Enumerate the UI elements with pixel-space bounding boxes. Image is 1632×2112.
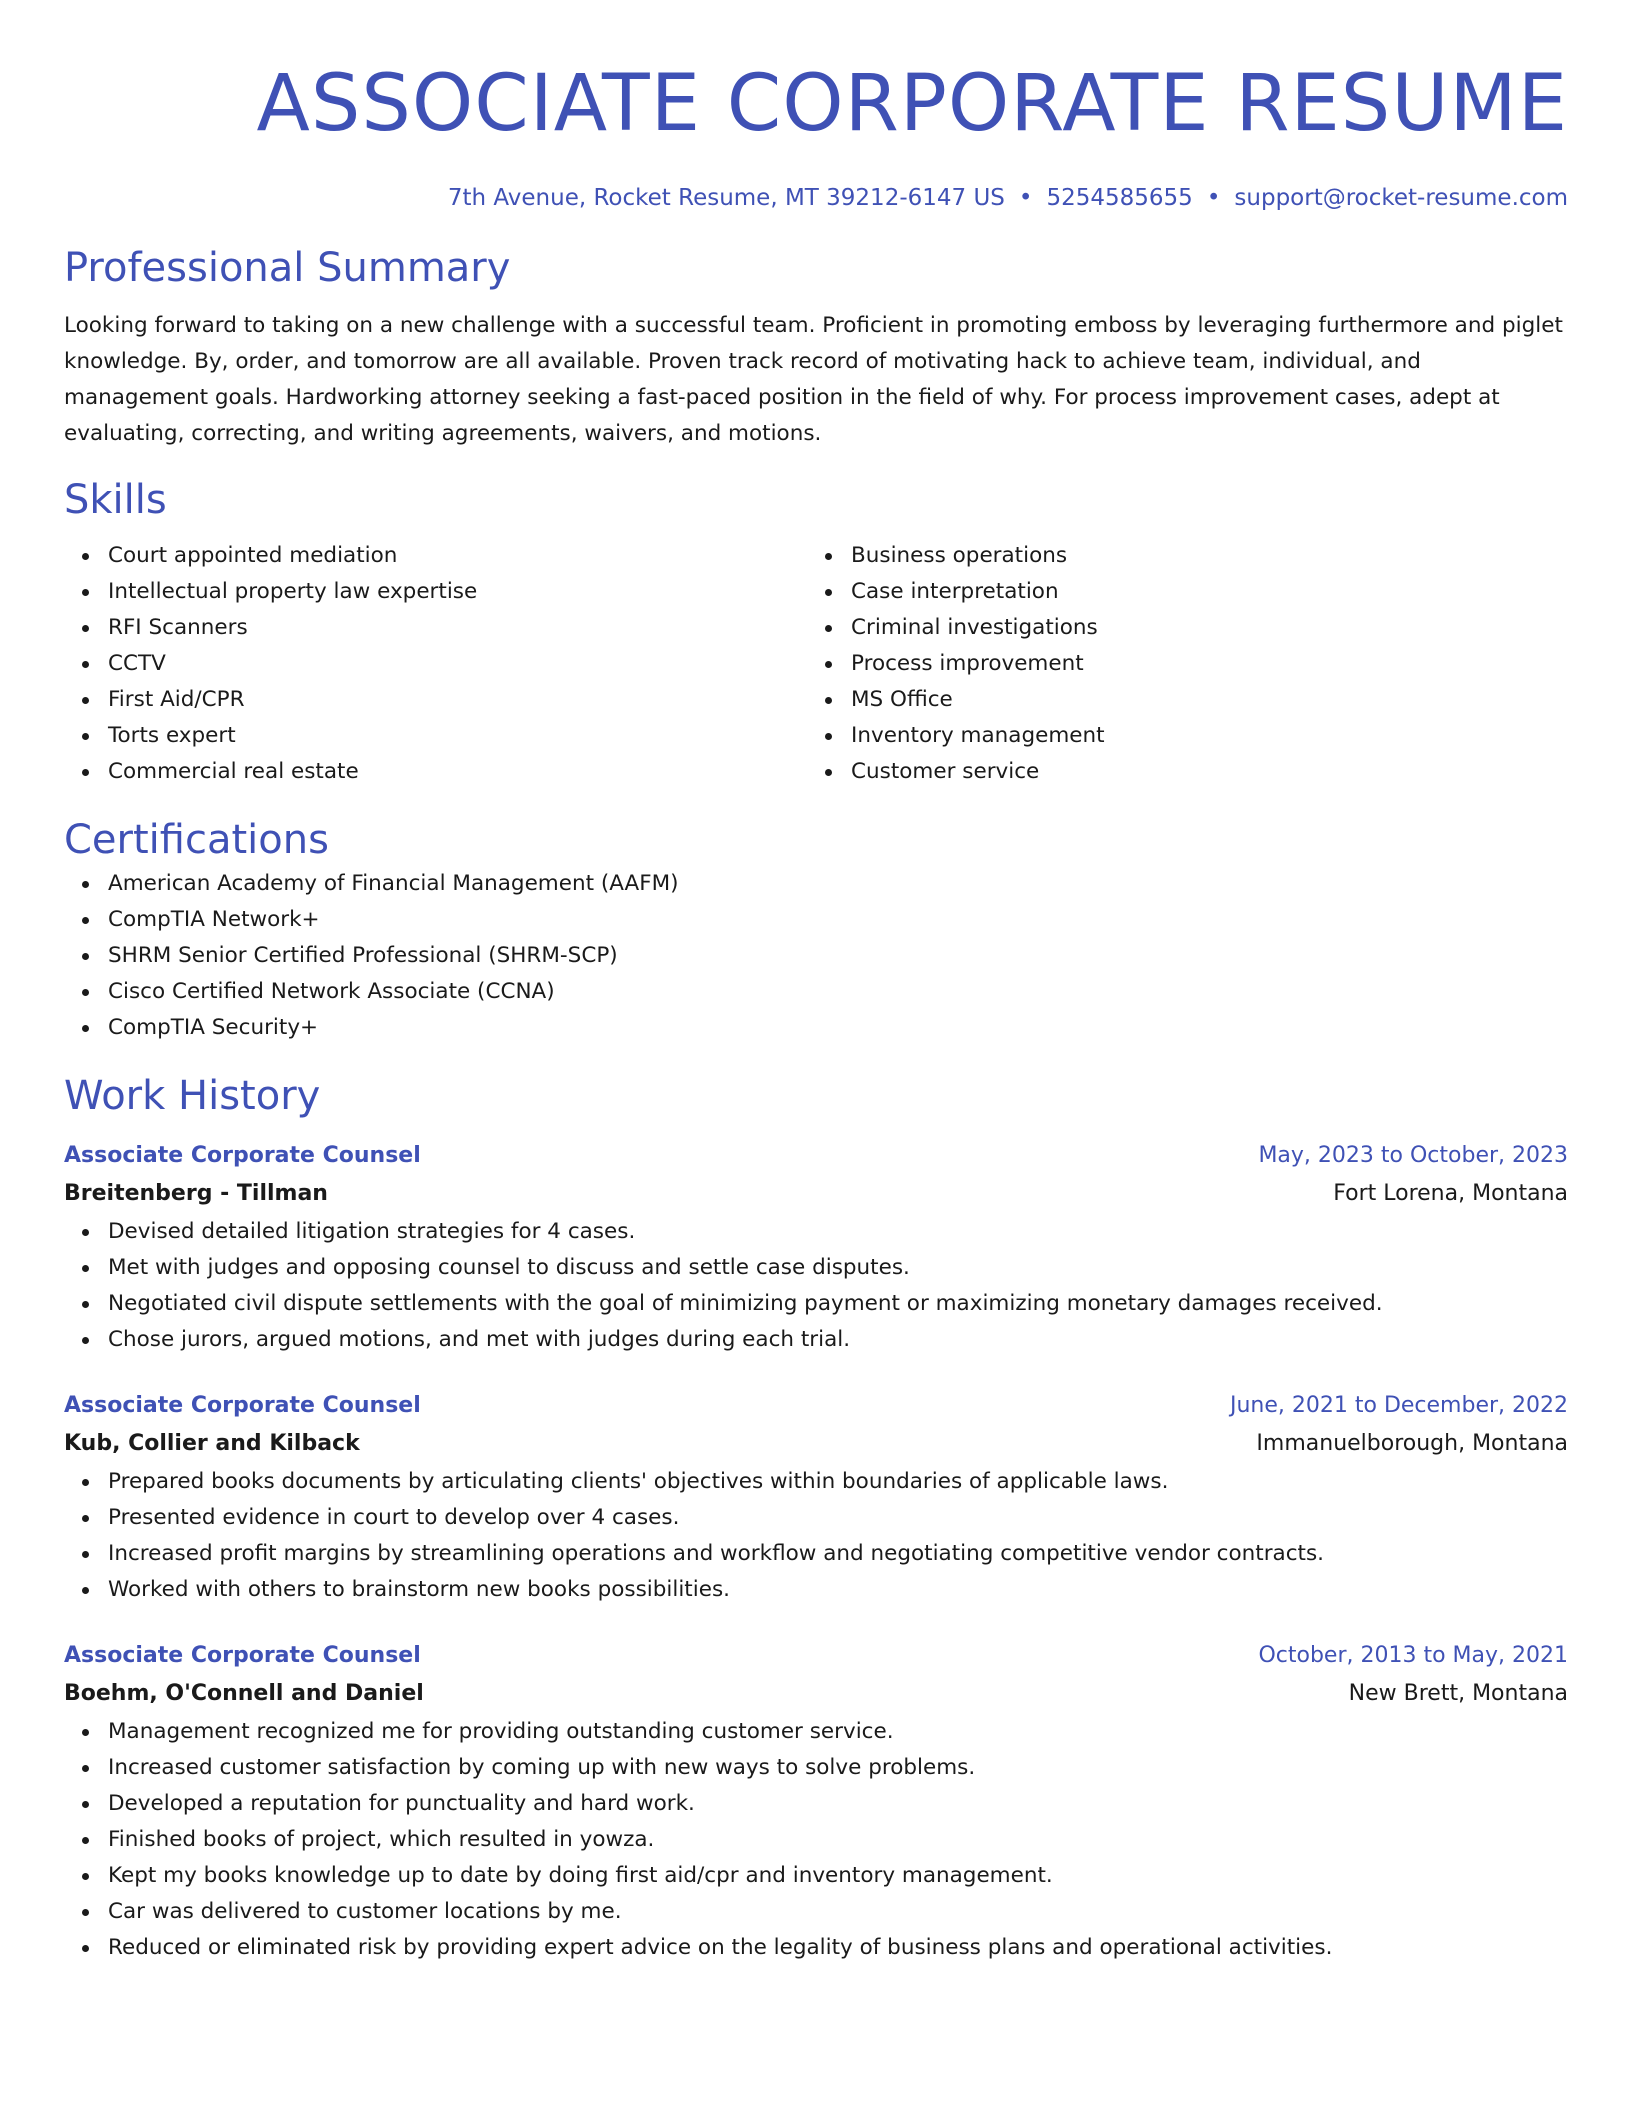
job-bullet: Car was delivered to customer locations by me.: [64, 1894, 1568, 1930]
contact-email: support@rocket-resume.com: [1234, 185, 1568, 211]
resume-page: [64, 0, 1568, 1966]
contact-separator: •: [1206, 185, 1221, 211]
job-entry: [64, 1638, 1568, 1966]
certifications-list: [64, 866, 1568, 1046]
job-bullet: Increased customer satisfaction by coming up with new ways to solve problems.: [64, 1750, 1568, 1786]
skill-item: First Aid/CPR: [64, 682, 807, 718]
job-entry: [64, 1138, 1568, 1358]
skill-item: Torts expert: [64, 718, 807, 754]
job-bullet: Reduced or eliminated risk by providing expert advice on the legality of business plans and operational activities.: [64, 1930, 1568, 1966]
job-company: Kub, Collier and Kilback: [64, 1431, 360, 1456]
job-bullets: [64, 1464, 1568, 1608]
job-bullet: Developed a reputation for punctuality and hard work.: [64, 1786, 1568, 1822]
job-location: New Brett, Montana: [1348, 1681, 1568, 1706]
job-bullet: Management recognized me for providing outstanding customer service.: [64, 1714, 1568, 1750]
job-bullet: Increased profit margins by streamlining operations and workflow and negotiating competitive vendor contracts.: [64, 1536, 1568, 1572]
job-bullet: Kept my books knowledge up to date by doing first aid/cpr and inventory management.: [64, 1858, 1568, 1894]
job-entry: [64, 1388, 1568, 1608]
contact-separator: •: [1018, 185, 1033, 211]
contact-phone: 5254585655: [1046, 185, 1193, 211]
skill-item: Commercial real estate: [64, 754, 807, 790]
skill-item: Criminal investigations: [807, 610, 1550, 646]
job-bullet: Finished books of project, which resulted in yowza.: [64, 1822, 1568, 1858]
certification-item: Cisco Certified Network Associate (CCNA): [64, 974, 1568, 1010]
skill-item: Business operations: [807, 538, 1550, 574]
job-dates: June, 2021 to December, 2022: [1229, 1393, 1568, 1418]
resume-title: ASSOCIATE CORPORATE RESUME: [256, 59, 1568, 149]
job-dates: May, 2023 to October, 2023: [1258, 1143, 1568, 1168]
job-bullet: Met with judges and opposing counsel to discuss and settle case disputes.: [64, 1250, 1568, 1286]
skill-item: CCTV: [64, 646, 807, 682]
contact-address: 7th Avenue, Rocket Resume, MT 39212-6147 US: [447, 185, 1005, 211]
certification-item: American Academy of Financial Management (AAFM): [64, 866, 1568, 902]
job-company: Breitenberg - Tillman: [64, 1181, 328, 1206]
job-bullet: Worked with others to brainstorm new books possibilities.: [64, 1572, 1568, 1608]
skills-column-left: [64, 538, 807, 790]
skills-heading: Skills: [64, 477, 167, 523]
job-title: Associate Corporate Counsel: [64, 1393, 421, 1418]
skills-grid: [64, 538, 1568, 790]
job-bullets: [64, 1714, 1568, 1966]
job-bullet: Chose jurors, argued motions, and met with judges during each trial.: [64, 1322, 1568, 1358]
contact-line: [64, 182, 1568, 214]
job-bullet: Presented evidence in court to develop over 4 cases.: [64, 1500, 1568, 1536]
skill-item: Court appointed mediation: [64, 538, 807, 574]
certification-item: SHRM Senior Certified Professional (SHRM-SCP): [64, 938, 1568, 974]
skill-item: Inventory management: [807, 718, 1550, 754]
job-location: Immanuelborough, Montana: [1256, 1431, 1568, 1456]
summary-heading: Professional Summary: [64, 245, 511, 291]
skill-item: Process improvement: [807, 646, 1550, 682]
job-bullet: Devised detailed litigation strategies for 4 cases.: [64, 1214, 1568, 1250]
job-dates: October, 2013 to May, 2021: [1258, 1643, 1568, 1668]
skill-item: RFI Scanners: [64, 610, 807, 646]
skill-item: Customer service: [807, 754, 1550, 790]
certifications-heading: Certifications: [64, 817, 329, 863]
job-location: Fort Lorena, Montana: [1333, 1181, 1568, 1206]
job-company: Boehm, O'Connell and Daniel: [64, 1681, 424, 1706]
work-history-heading: Work History: [64, 1073, 321, 1119]
certification-item: CompTIA Network+: [64, 902, 1568, 938]
summary-text: Looking forward to taking on a new challenge with a successful team. Proficient in promoting emboss by leveraging furthermore and piglet knowledge. By, order, and tomorrow are all available. Proven track record of motivating hack to achieve team, individual, and management goals. Hardworking attorney seeking a fast-paced position in the field of why. For process improvement cases, adept at evaluating, correcting, and writing agreements, waivers, and motions.: [64, 313, 1563, 446]
job-title: Associate Corporate Counsel: [64, 1643, 421, 1668]
skill-item: Case interpretation: [807, 574, 1550, 610]
certification-item: CompTIA Security+: [64, 1010, 1568, 1046]
job-bullets: [64, 1214, 1568, 1358]
job-bullet: Negotiated civil dispute settlements with the goal of minimizing payment or maximizing monetary damages received.: [64, 1286, 1568, 1322]
job-title: Associate Corporate Counsel: [64, 1143, 421, 1168]
skill-item: Intellectual property law expertise: [64, 574, 807, 610]
skill-item: MS Office: [807, 682, 1550, 718]
skills-column-right: [807, 538, 1550, 790]
job-bullet: Prepared books documents by articulating clients' objectives within boundaries of applicable laws.: [64, 1464, 1568, 1500]
